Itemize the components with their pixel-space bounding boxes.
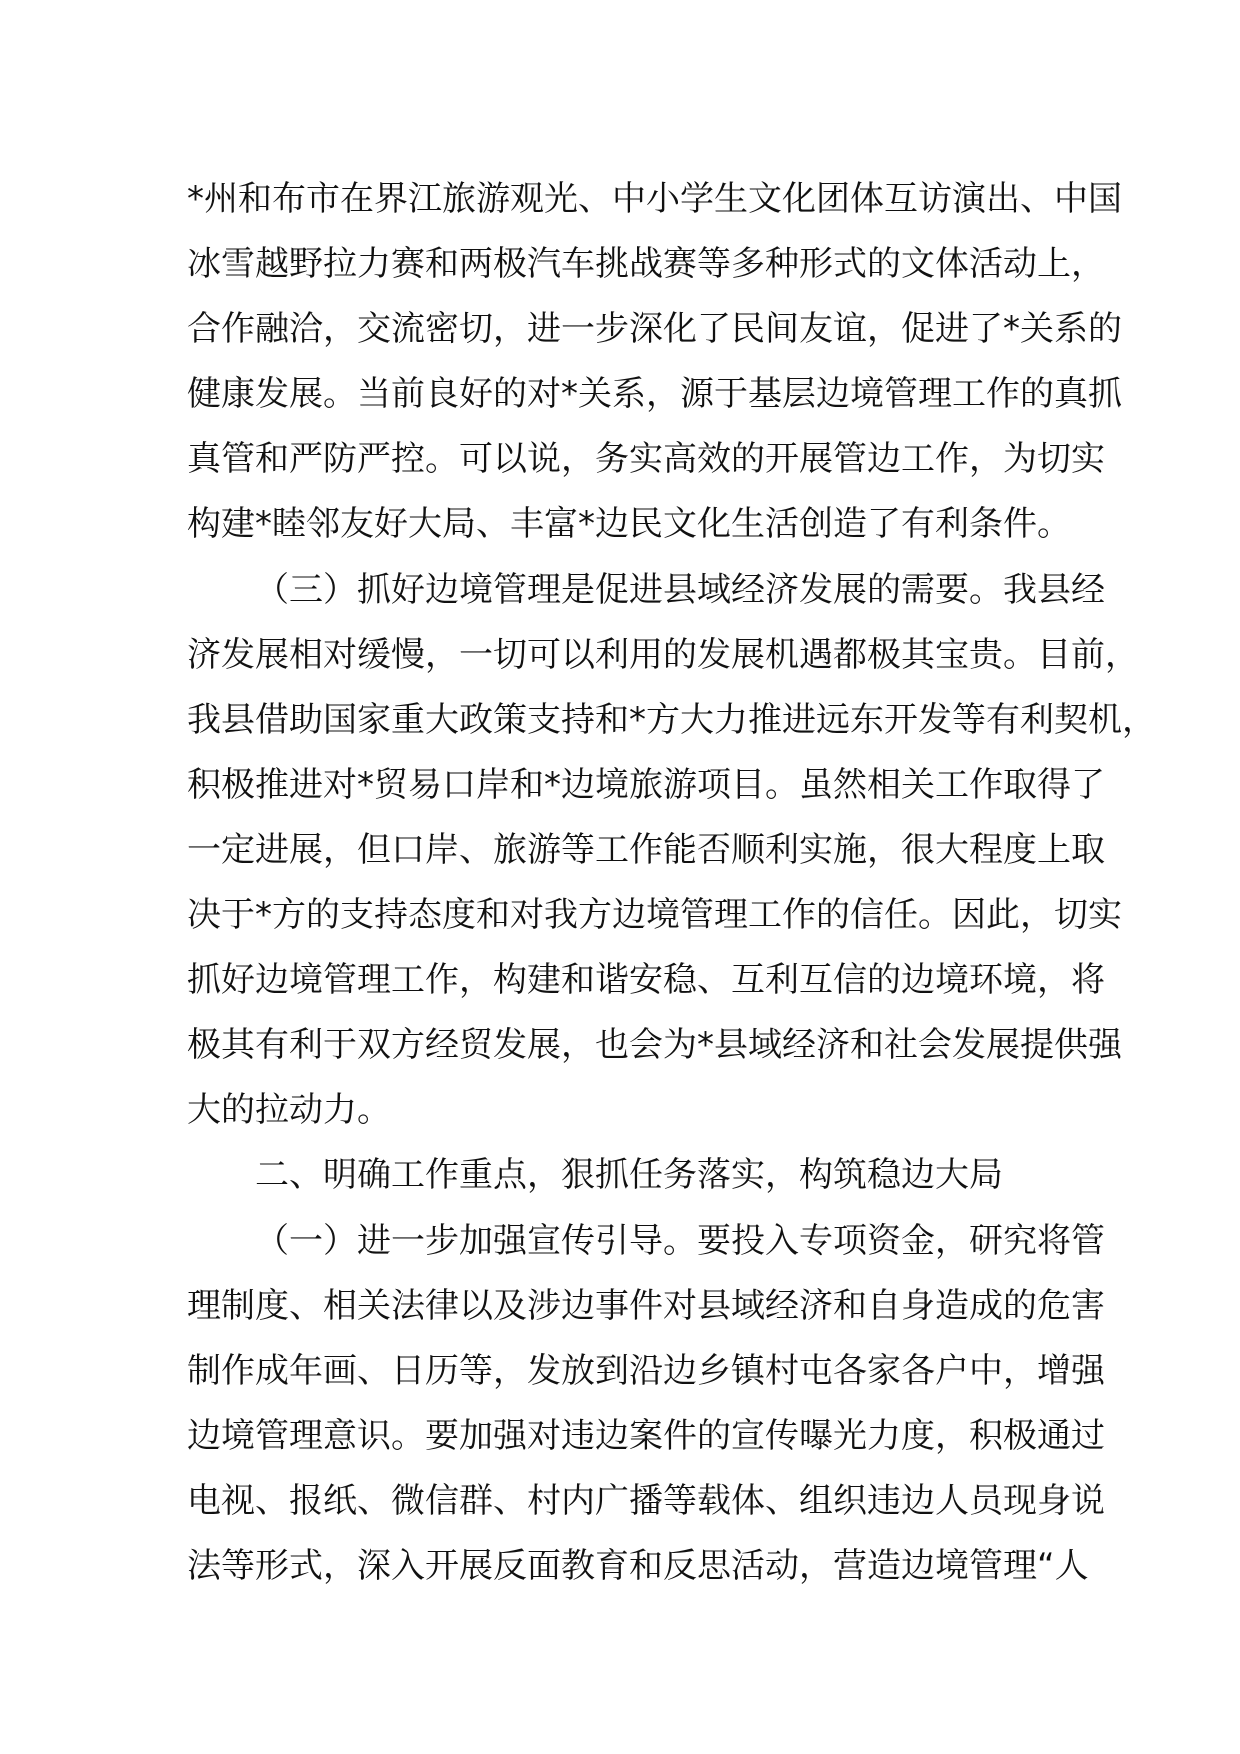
text-line: 真管和严防严控。可以说，务实高效的开展管边工作，为切实: [187, 439, 1105, 480]
document-body: [187, 167, 1156, 1599]
text-line: 大的拉动力。: [187, 1090, 391, 1131]
text-line: 理制度、相关法律以及涉边事件对县域经济和自身造成的危害: [187, 1285, 1105, 1326]
text-line: 一定进展，但口岸、旅游等工作能否顺利实施，很大程度上取: [187, 829, 1105, 870]
section-heading: 二、明确工作重点，狠抓任务落实，构筑稳边大局: [255, 1155, 1003, 1196]
text-line: 决于*方的支持态度和对我方边境管理工作的信任。因此，切实: [187, 895, 1122, 936]
text-line: 抓好边境管理工作，构建和谐安稳、互利互信的边境环境，将: [187, 960, 1105, 1001]
text-line: 极其有利于双方经贸发展，也会为*县域经济和社会发展提供强: [187, 1025, 1122, 1066]
paragraph-start-line: （一）进一步加强宣传引导。要投入专项资金，研究将管: [255, 1220, 1105, 1261]
text-line: 边境管理意识。要加强对违边案件的宣传曝光力度，积极通过: [187, 1415, 1105, 1456]
text-line: 我县借助国家重大政策支持和*方大力推进远东开发等有利契机，: [187, 699, 1156, 740]
text-line: 制作成年画、日历等，发放到沿边乡镇村屯各家各户中，增强: [187, 1350, 1105, 1391]
text-line: 积极推进对*贸易口岸和*边境旅游项目。虽然相关工作取得了: [187, 764, 1105, 805]
text-line: 合作融洽，交流密切，进一步深化了民间友谊，促进了*关系的: [187, 309, 1122, 350]
text-line: 济发展相对缓慢，一切可以利用的发展机遇都极其宝贵。目前，: [187, 634, 1139, 675]
text-line: 法等形式，深入开展反面教育和反思活动，营造边境管理“人: [187, 1545, 1089, 1586]
text-line: *州和布市在界江旅游观光、中小学生文化团体互访演出、中国: [187, 179, 1122, 219]
text-line: 冰雪越野拉力赛和两极汽车挑战赛等多种形式的文体活动上，: [187, 244, 1105, 285]
text-line: 构建*睦邻友好大局、丰富*边民文化生活创造了有利条件。: [187, 504, 1071, 545]
paragraph-start-line: （三）抓好边境管理是促进县域经济发展的需要。我县经: [255, 569, 1105, 610]
text-line: 健康发展。当前良好的对*关系，源于基层边境管理工作的真抓: [187, 374, 1122, 415]
text-line: 电视、报纸、微信群、村内广播等载体、组织违边人员现身说: [187, 1480, 1105, 1521]
